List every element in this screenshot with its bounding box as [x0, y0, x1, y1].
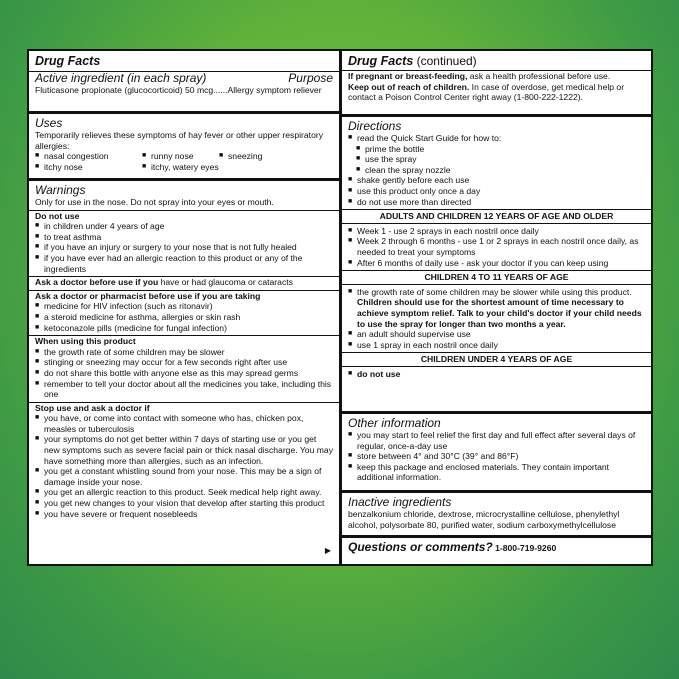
stop-use-item: ■ you have severe or frequent nosebleeds [35, 509, 333, 520]
do-not-use-item: ■ to treat asthma [35, 232, 333, 243]
inactive-ingredients-heading: Inactive ingredients [348, 495, 452, 509]
when-using-item: ■ remember to tell your doctor about all the medicines you take, including this one [35, 379, 333, 400]
children-band: CHILDREN 4 TO 11 YEARS OF AGE [342, 270, 651, 285]
other-info-item: ■ keep this package and enclosed materials. They contain important additional information. [348, 462, 645, 483]
warnings-heading: Warnings [35, 183, 86, 197]
directions-sub-item: ■ prime the bottle [348, 144, 645, 155]
when-using-item: ■ stinging or sneezing may occur for a few seconds right after use [35, 357, 333, 368]
children-item: ■ the growth rate of some children may be slower while using this product. Children should use for the shortest amount of time necessary to achieve symptom relief. Talk to your child's doctor if your child needs to use the spray for longer than two months a year. [348, 287, 645, 329]
directions-sub-item: ■ clean the spray nozzle [348, 165, 645, 176]
drug-facts-title: Drug Facts [35, 54, 101, 68]
symptom-item: ■ runny nose [142, 151, 209, 162]
drug-facts-right-panel [340, 49, 653, 566]
do-not-use-item: ■ if you have an injury or surgery to your nose that is not fully healed [35, 242, 333, 253]
when-using-item: ■ do not share this bottle with anyone else as this may spread germs [35, 368, 333, 379]
do-not-use-heading: Do not use [35, 210, 80, 221]
keep-out-line: Keep out of reach of children. In case of overdose, get medical help or contact a Poison Control Center right away (1-800-222-1222). [348, 81, 625, 103]
active-ingredient-section [29, 51, 339, 114]
when-using-heading: When using this product [35, 336, 136, 347]
pregnancy-section [342, 51, 651, 117]
directions-heading: Directions [348, 119, 402, 133]
questions-section [342, 538, 651, 557]
adults-item: ■ Week 2 through 6 months - use 1 or 2 sprays in each nostril once daily, as needed to treat your symptoms [348, 236, 645, 257]
symptom-item: ■ nasal congestion [35, 151, 132, 162]
stop-use-item: ■ you get new changes to your vision that develop after starting this product [35, 498, 333, 509]
uses-intro: Temporarily relieves these symptoms of hay fever or other upper respiratory allergies: [35, 130, 324, 151]
directions-sub-item: ■ use the spray [348, 154, 645, 165]
questions-line: Questions or comments? 1-800-719-9260 [348, 540, 557, 554]
adults-item: ■ After 6 months of daily use - ask your doctor if you can keep using [348, 258, 645, 269]
other-info-item: ■ you may start to feel relief the first day and full effect after several days of regular, once-a-day use [348, 430, 645, 451]
warnings-section [29, 181, 339, 561]
uses-section [29, 114, 339, 181]
under4-band: CHILDREN UNDER 4 YEARS OF AGE [342, 352, 651, 367]
active-ingredient-line: Fluticasone propionate (glucocorticoid) 50 mcg......Allergy symptom reliever [35, 85, 322, 95]
do-not-use-item: ■ in children under 4 years of age [35, 221, 333, 232]
inactive-ingredients-section [342, 493, 651, 538]
adults-item: ■ Week 1 - use 2 sprays in each nostril once daily [348, 226, 645, 237]
other-info-item: ■ store between 4° and 30°C (39° and 86°F) [348, 451, 645, 462]
under4-item: ■ do not use [348, 369, 645, 380]
ask-doctor-line: Ask a doctor before use if you have or had glaucoma or cataracts [35, 277, 293, 288]
directions-section [342, 117, 651, 414]
children-item: ■ an adult should supervise use [348, 329, 645, 340]
symptom-item: ■ itchy nose [35, 162, 132, 173]
adults-band: ADULTS AND CHILDREN 12 YEARS OF AGE AND OLDER [342, 209, 651, 224]
directions-item: ■ do not use more than directed [348, 197, 645, 208]
drug-facts-continued-title: Drug Facts (continued) [348, 54, 477, 68]
drug-facts-left-panel [27, 49, 341, 566]
stop-use-item: ■ you get a constant whistling sound from your nose. This may be a sign of damage inside your nose. [35, 466, 333, 487]
continue-arrow-icon: ▶ [324, 546, 331, 556]
symptom-item: ■ itchy, watery eyes [142, 162, 219, 173]
stop-use-item: ■ your symptoms do not get better within 7 days of starting use or you get new symptoms such as severe facial pain or thick nasal discharge. You may have something more than allergies, such as an infection. [35, 434, 333, 466]
directions-item: ■ use this product only once a day [348, 186, 645, 197]
stop-use-item: ■ you get an allergic reaction to this product. Seek medical help right away. [35, 487, 333, 498]
inactive-ingredients-text: benzalkonium chloride, dextrose, microcrystalline cellulose, phenylethyl alcohol, polysorbate 80, purified water, sodium carboxymethylcellulose [348, 509, 620, 530]
other-information-section [342, 414, 651, 493]
symptom-item: ■ sneezing [219, 151, 262, 162]
pregnancy-line: If pregnant or breast-feeding, ask a health professional before use. [348, 71, 611, 81]
directions-item: ■ shake gently before each use [348, 175, 645, 186]
do-not-use-item: ■ if you have ever had an allergic reaction to this product or any of the ingredients [35, 253, 333, 274]
other-information-heading: Other information [348, 416, 441, 430]
ask-pharmacist-item: ■ a steroid medicine for asthma, allergies or skin rash [35, 312, 333, 323]
ask-pharmacist-item: ■ medicine for HIV infection (such as ritonavir) [35, 301, 333, 312]
stop-use-item: ■ you have, or come into contact with someone who has, chicken pox, measles or tuberculosis [35, 413, 333, 434]
children-item: ■ use 1 spray in each nostril once daily [348, 340, 645, 351]
stop-use-heading: Stop use and ask a doctor if [35, 402, 150, 413]
active-ingredient-heading: Active ingredient (in each spray) [35, 71, 207, 85]
purpose-heading: Purpose [288, 71, 333, 85]
uses-heading: Uses [35, 116, 63, 130]
directions-item: ■ read the Quick Start Guide for how to: [348, 133, 645, 144]
ask-pharmacist-item: ■ ketoconazole pills (medicine for fungal infection) [35, 323, 333, 334]
ask-pharmacist-heading: Ask a doctor or pharmacist before use if you are taking [35, 290, 261, 301]
when-using-item: ■ the growth rate of some children may be slower [35, 347, 333, 358]
warnings-intro: Only for use in the nose. Do not spray into your eyes or mouth. [35, 197, 274, 207]
